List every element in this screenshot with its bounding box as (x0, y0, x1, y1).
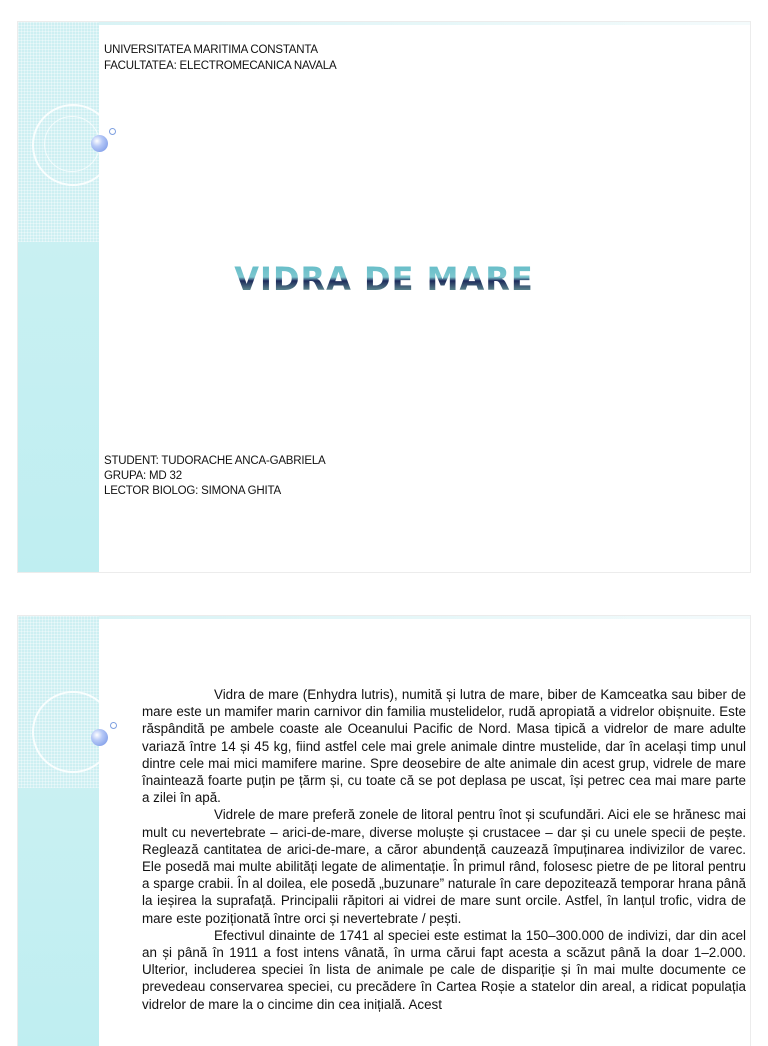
blue-bubble-icon (91, 729, 108, 746)
blue-bubble-icon (91, 135, 108, 152)
small-bubble-icon (110, 722, 117, 729)
paragraph: Vidra de mare (Enhydra lutris), numită și lutra de mare, biber de Kamceatka sau biber de mare este un mamifer marin carnivor din familia mustelidelor, rudă apropiată a vidrelor obișnuite. Este răspândită pe ambele coaste ale Oceanului Pacific de Nord. Masa tipică a vidrelor de mare adulte variază între 14 și 45 kg, fiind astfel cele mai grele animale dintre mustelide, dar în același timp unul dintre cele mai mici mamifere marine. Spre deosebire de alte animale din acest grup, vidrele de mare înaintează foarte puțin pe țărm și, cu toate că se pot deplasa pe uscat, își petrec cea mai mare parte a zilei în apă. (142, 687, 746, 806)
title-slide (18, 22, 750, 572)
university-name: UNIVERSITATEA MARITIMA CONSTANTA (104, 44, 318, 56)
page-title: VIDRA DE MARE (18, 260, 750, 298)
article-body (142, 686, 746, 1013)
paragraph: Efectivul dinainte de 1741 al speciei este estimat la 150–300.000 de indivizi, dar din acel an și până în 1911 a fost intens vânată, în urma cărui fapt acesta a scăzut până la doar 1–2.000. Ulterior, includerea speciei în lista de animale pe cale de dispariție și în mai multe documente ce prevedeau conservarea speciei, cu precădere în Cartea Roșie a statelor din areal, a ridicat populația vidrelor de mare la o cincime din cea inițială. Acest (142, 927, 746, 1012)
decorative-top-line (99, 616, 750, 619)
paragraph: Vidrele de mare preferă zonele de litoral pentru înot și scufundări. Aici ele se hrănesc mai mult cu nevertebrate – arici-de-mare, diverse moluște și crustacee – dar și cu unele specii de pește. Reglează cantitatea de arici-de-mare, a căror abundență cauzează împuținarea indivizilor de varec. Ele posedă mai multe abilități legate de alimentație. În primul rând, folosesc pietre de pe litoral pentru a sparge crabii. În al doilea, ele posedă „buzunare” naturale în care depozitează temporar hrana până la ieșirea la suprafață. Principalii răpitori ai vidrei de mare sunt orcile. Astfel, în lanțul trofic, vidra de mare este poziționată între orci și nevertebrate / pești. (142, 807, 746, 926)
small-bubble-icon (109, 128, 116, 135)
group-label: GRUPA: MD 32 (104, 470, 182, 482)
decorative-side-strip (18, 616, 99, 1046)
student-name: STUDENT: TUDORACHE ANCA-GABRIELA (104, 455, 326, 467)
faculty-name: FACULTATEA: ELECTROMECANICA NAVALA (104, 60, 337, 72)
lecturer-name: LECTOR BIOLOG: SIMONA GHITA (104, 485, 281, 497)
content-slide (18, 616, 750, 1046)
decorative-top-line (99, 22, 750, 25)
